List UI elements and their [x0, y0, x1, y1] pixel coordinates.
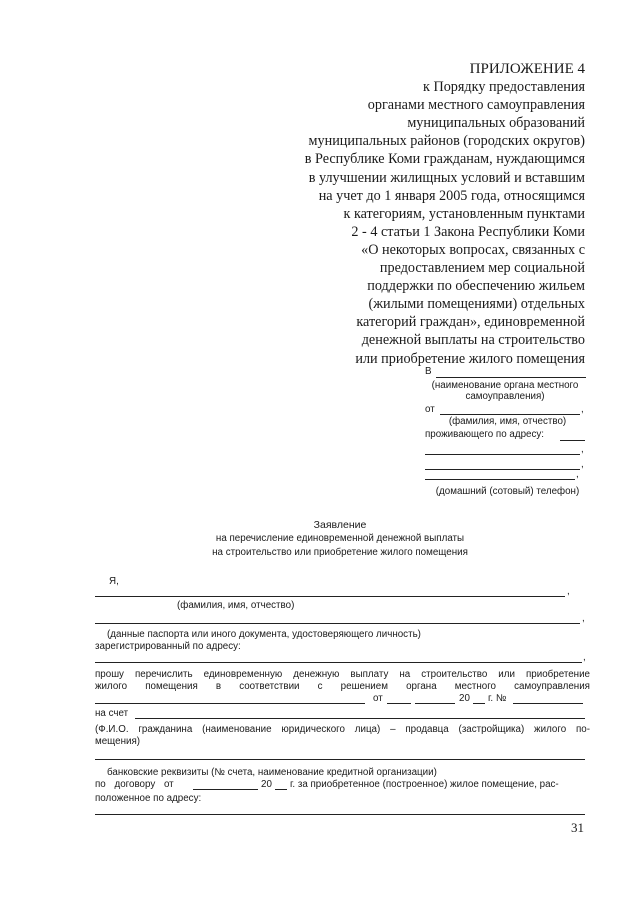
year-field[interactable]	[473, 703, 485, 704]
bank-hint: банковские реквизиты (№ счета, наименование кредитной организации)	[107, 767, 437, 778]
to-hint: (наименование органа местного	[431, 380, 579, 391]
address-field-1[interactable]	[425, 454, 580, 455]
fio-field[interactable]	[95, 596, 565, 597]
annex-line: поддержки по обеспечению жильем	[367, 278, 585, 295]
request-line-2: жилого помещения в соответствии с решением органа местного самоуправления	[95, 681, 590, 692]
seller-line-2: мещения)	[95, 736, 141, 747]
passport-hint: (данные паспорта или иного документа, удостоверяющего личность)	[107, 629, 421, 640]
to-hint-2: самоуправления)	[465, 391, 545, 402]
residing-field[interactable]	[560, 440, 585, 441]
from-label: от	[425, 404, 435, 415]
comma: ,	[583, 652, 586, 663]
account-label: на счет	[95, 708, 129, 719]
to-field[interactable]	[436, 377, 586, 378]
contract-rest: г. за приобретенное (построенное) жилое помещение, рас-	[290, 779, 559, 790]
addressee-block	[400, 366, 590, 497]
date-day-field[interactable]	[387, 703, 411, 704]
ya-label: Я,	[109, 576, 119, 587]
annex-line: предоставлением мер социальной	[379, 260, 585, 277]
annex-line: муниципальных районов (городских округов)	[308, 133, 585, 150]
registered-label: зарегистрированный по адресу:	[95, 641, 241, 652]
annex-line: муниципальных образований	[407, 115, 585, 132]
located-label: положенное по адресу:	[95, 793, 202, 804]
annex-line: (жилыми помещениями) отдельных	[368, 296, 585, 313]
comma: ,	[582, 613, 585, 624]
page-number: 31	[571, 820, 584, 835]
contract-date-field[interactable]	[193, 789, 258, 790]
application-subtitle-1: на перечисление единовременной денежной выплаты	[215, 533, 465, 544]
annex-line: на учет до 1 января 2005 года, относящимся	[318, 187, 585, 204]
comma: ,	[581, 459, 584, 470]
comma: ,	[576, 469, 579, 480]
fio-hint: (фамилия, имя, отчество)	[177, 600, 295, 611]
comma: ,	[581, 404, 584, 415]
annex-line: к Порядку предоставления	[423, 79, 585, 96]
date-from: от	[373, 693, 383, 704]
annex-line: органами местного самоуправления	[367, 97, 585, 114]
from-field[interactable]	[440, 414, 580, 415]
annex-line: в Республике Коми гражданам, нуждающимся	[304, 151, 585, 168]
request-line-1: прошу перечислить единовременную денежную выплату на строительство или приобретение	[95, 669, 590, 680]
contract-label: по договору от	[95, 779, 174, 790]
application-title: Заявление	[313, 519, 367, 531]
residing-label: проживающего по адресу:	[425, 429, 544, 440]
decision-number-field[interactable]	[513, 703, 583, 704]
annex-title: ПРИЛОЖЕНИЕ 4	[469, 61, 585, 77]
annex-line: или приобретение жилого помещения	[355, 350, 585, 367]
contract-year-20: 20	[261, 779, 272, 790]
comma: ,	[581, 444, 584, 455]
annex-line: денежной выплаты на строительство	[361, 332, 585, 349]
application-subtitle-2: на строительство или приобретение жилого помещения	[212, 547, 468, 558]
from-hint: (фамилия, имя, отчество)	[448, 416, 567, 427]
annex-line: категорий граждан», единовременной	[356, 314, 585, 331]
annex-header	[305, 60, 585, 368]
decision-field[interactable]	[95, 703, 365, 704]
to-label: В	[425, 366, 432, 377]
year-no: г. №	[488, 693, 507, 704]
property-address-field[interactable]	[95, 814, 585, 815]
annex-line: «О некоторых вопросах, связанных с	[361, 241, 585, 258]
seller-line-1: (Ф.И.О. гражданина (наименование юридического лица) – продавца (застройщика) жилого по-	[95, 724, 590, 735]
passport-field[interactable]	[95, 623, 580, 624]
account-field[interactable]	[135, 718, 585, 719]
application-heading	[120, 518, 560, 560]
seller-field[interactable]	[95, 759, 585, 760]
annex-line: к категориям, установленным пунктами	[343, 205, 585, 222]
comma: ,	[567, 586, 570, 597]
annex-line: в улучшении жилищных условий и вставшим	[308, 169, 585, 186]
phone-hint: (домашний (сотовый) телефон)	[435, 486, 580, 497]
date-month-field[interactable]	[415, 703, 455, 704]
registered-field[interactable]	[95, 662, 582, 663]
contract-year-field[interactable]	[275, 789, 287, 790]
annex-line: 2 - 4 статьи 1 Закона Республики Коми	[351, 223, 585, 240]
phone-field[interactable]	[425, 479, 575, 480]
year-20: 20	[459, 693, 470, 704]
form-body	[95, 570, 590, 820]
address-field-2[interactable]	[425, 469, 580, 470]
